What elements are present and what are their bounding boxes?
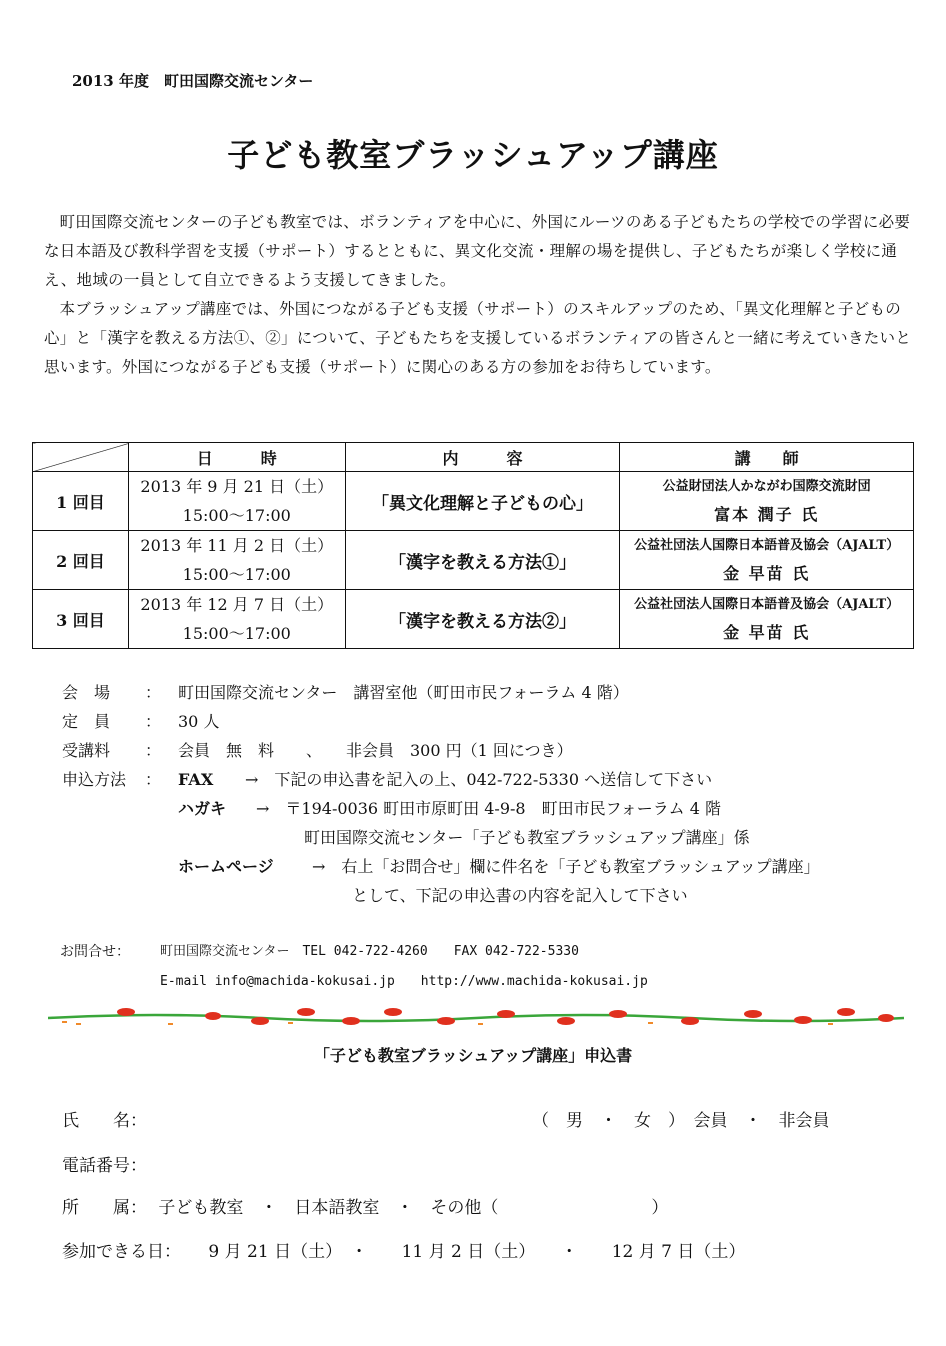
bud	[288, 1022, 293, 1024]
name-row	[62, 1106, 147, 1131]
colon: ：	[145, 770, 162, 789]
round-label: 1 回目	[33, 472, 129, 531]
session-time: 15:00～17:00	[182, 565, 291, 584]
schedule-header-row	[33, 443, 914, 472]
dates-options[interactable]: 9 月 21 日（土） ・ 11 月 2 日（土） ・ 12 月 7 日（土）	[208, 1242, 746, 1262]
web-row	[0, 852, 946, 881]
venue-row	[0, 678, 946, 707]
bud	[62, 1021, 67, 1023]
flower	[794, 1016, 812, 1024]
web-text-2: として、下記の申込書の内容を記入して下さい	[352, 886, 688, 905]
bud	[168, 1023, 173, 1025]
flower	[117, 1008, 135, 1016]
session-time: 15:00～17:00	[182, 506, 291, 525]
header-corner-cell	[33, 443, 129, 472]
flower	[205, 1012, 221, 1020]
flower	[744, 1010, 762, 1018]
session-datetime	[128, 590, 345, 649]
table-row	[33, 590, 914, 649]
session-datetime	[128, 472, 345, 531]
postcard-row	[0, 794, 946, 823]
venue-label: 会 場	[62, 683, 111, 702]
web-method: ホームページ	[178, 857, 274, 876]
intro-paragraph-1: 町田国際交流センターの子ども教室では、ボランティアを中心に、外国にルーツのある子どもたちの学校での学習に必要な日本語及び教科学習を支援（サポート）するとともに、異文化交流・理解の場を提供し、子どもたちが楽しく学校に通え、地域の一員として自立できるよう支援してきました。	[44, 213, 911, 289]
session-date: 2013 年 9 月 21 日（土）	[140, 477, 334, 496]
flower	[251, 1017, 269, 1025]
session-time: 15:00～17:00	[182, 624, 291, 643]
postcard-text-2: 町田国際交流センター「子ども教室ブラッシュアップ講座」係	[304, 828, 750, 847]
session-lecturer	[620, 590, 914, 649]
capacity-label: 定 員	[62, 712, 111, 731]
page-title: 子ども教室ブラッシュアップ講座	[227, 136, 719, 174]
vine-stem	[48, 1015, 904, 1021]
session-datetime	[128, 531, 345, 590]
session-date: 2013 年 11 月 2 日（土）	[140, 536, 334, 555]
session-topic: 「異文化理解と子どもの心」	[345, 472, 620, 531]
session-topic: 「漢字を教える方法②」	[345, 590, 620, 649]
postcard-row-2	[0, 823, 946, 852]
bud	[478, 1023, 483, 1025]
flower	[384, 1008, 402, 1016]
affiliation-options[interactable]: 子ども教室 ・ 日本語教室 ・ その他（ ）	[158, 1198, 669, 1218]
colon: ：	[145, 741, 162, 760]
flower	[878, 1014, 894, 1022]
lecturer-name: 富本 潤子 氏	[714, 504, 820, 524]
lecturer-org: 公益社団法人国際日本語普及協会（AJALT）	[634, 537, 900, 553]
venue-value: 町田国際交流センター 講習室他（町田市民フォーラム 4 階）	[178, 683, 629, 702]
flower	[837, 1008, 855, 1016]
fee-label: 受講料	[62, 741, 111, 760]
flower	[497, 1010, 515, 1018]
colon: ：	[145, 712, 162, 731]
colon: ：	[145, 683, 162, 702]
postcard-text: → 〒194-0036 町田市原町田 4-9-8 町田市民フォーラム 4 階	[256, 799, 721, 818]
schedule-table	[32, 442, 914, 649]
capacity-value: 30 人	[178, 712, 220, 731]
session-topic: 「漢字を教える方法①」	[345, 531, 620, 590]
session-lecturer	[620, 531, 914, 590]
phone-row	[62, 1151, 147, 1176]
lecturer-org: 公益社団法人国際日本語普及協会（AJALT）	[634, 596, 900, 612]
fee-value: 会員 無 料 、 非会員 300 円（1 回につき）	[178, 741, 573, 760]
web-row-2	[0, 881, 946, 910]
web-text: → 右上「お問合せ」欄に件名を「子ども教室ブラッシュアップ講座」	[312, 857, 820, 876]
fax-text: → 下記の申込書を記入の上、042-722-5330 へ送信して下さい	[245, 770, 713, 789]
intro-text	[44, 208, 912, 382]
fee-row	[0, 736, 946, 765]
contact-phone-fax: 町田国際交流センター TEL 042-722-4260 FAX 042-722-5330	[160, 944, 579, 959]
contact-email-web: E-mail info@machida-kokusai.jp http://www.machida-kokusai.jp	[160, 974, 648, 989]
apply-row	[0, 765, 946, 794]
header-year-org: 2013 年度 町田国際交流センター	[72, 72, 314, 90]
gender-membership[interactable]: （ 男 ・ 女 ） 会員 ・ 非会員	[532, 1111, 830, 1131]
bud	[828, 1023, 833, 1025]
contact-label: お問合せ：	[60, 944, 130, 960]
bud	[76, 1023, 81, 1025]
dates-row	[62, 1237, 745, 1262]
name-label: 氏 名：	[62, 1111, 147, 1131]
session-date: 2013 年 12 月 7 日（土）	[140, 595, 334, 614]
flower-vine-divider	[48, 1004, 904, 1032]
fax-method: FAX	[178, 770, 214, 789]
flower	[297, 1008, 315, 1016]
lecturer-name: 金 早苗 氏	[723, 622, 811, 642]
capacity-row	[0, 707, 946, 736]
header-datetime: 日 時	[128, 443, 345, 472]
flower	[609, 1010, 627, 1018]
dates-label: 参加できる日：	[62, 1242, 181, 1262]
round-label: 3 回目	[33, 590, 129, 649]
postcard-method: ハガキ	[178, 799, 227, 818]
header-content: 内 容	[345, 443, 620, 472]
flower	[342, 1017, 360, 1025]
bud	[648, 1022, 653, 1024]
round-label: 2 回目	[33, 531, 129, 590]
apply-label: 申込方法	[62, 770, 127, 789]
header-lecturer: 講 師	[620, 443, 914, 472]
lecturer-name: 金 早苗 氏	[723, 563, 811, 583]
flower	[681, 1017, 699, 1025]
affiliation-label: 所 属：	[62, 1198, 147, 1218]
table-row	[33, 531, 914, 590]
affiliation-row	[62, 1193, 668, 1218]
session-lecturer	[620, 472, 914, 531]
intro-paragraph-2: 本ブラッシュアップ講座では、外国につながる子ども支援（サポート）のスキルアップのため、「異文化理解と子どもの心」と「漢字を教える方法①、②」について、子どもたちを支援しているボランティアの皆さんと一緒に考えていきたいと思います。外国につながる子ども支援（サポート）に関心のある方の参加をお待ちしています。	[44, 300, 912, 376]
flower	[557, 1017, 575, 1025]
application-form-title: 「子ども教室ブラッシュアップ講座」申込書	[313, 1046, 633, 1065]
phone-label: 電話番号：	[62, 1156, 147, 1176]
flower	[437, 1017, 455, 1025]
lecturer-org: 公益財団法人かながわ国際交流財団	[662, 478, 871, 494]
table-row	[33, 472, 914, 531]
